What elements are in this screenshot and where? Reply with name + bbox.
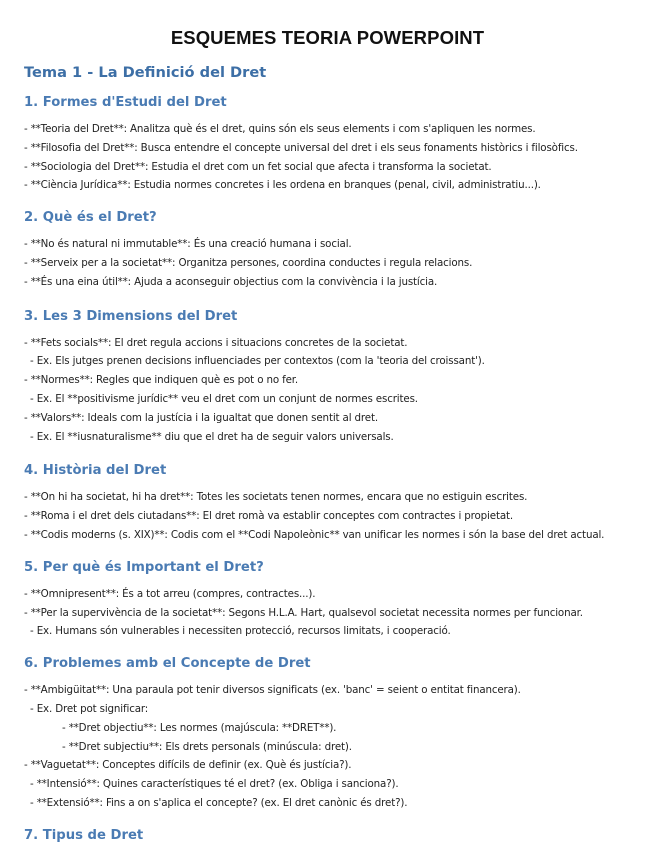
sub-bullet-item: - Ex. Dret pot significar: bbox=[30, 702, 149, 715]
section-1 bbox=[24, 94, 631, 195]
document-title: ESQUEMES TEORIA POWERPOINT bbox=[170, 27, 485, 48]
section-heading: 2. Què és el Dret? bbox=[24, 210, 157, 226]
section-3 bbox=[24, 308, 631, 447]
bullet-item: - **Serveix per a la societat**: Organitza persones, coordina conductes i regula relacions. bbox=[24, 256, 473, 269]
bullet-item: - **Codis moderns (s. XIX)**: Codis com el **Codi Napoleònic** van unificar les normes i són la base del dret actual. bbox=[24, 528, 605, 541]
bullet-item: - **Fets socials**: El dret regula accions i situacions concretes de la societat. bbox=[24, 336, 408, 349]
topic-heading: Tema 1 - La Definició del Dret bbox=[24, 64, 267, 81]
sub-bullet-item: - Ex. Els jutges prenen decisions influenciades per contextos (com la 'teoria del croissant'). bbox=[30, 355, 485, 368]
bullet-item: - **Filosofia del Dret**: Busca entendre el concepte universal del dret i els seus fonaments històrics i filosòfics. bbox=[24, 141, 578, 154]
bullet-item: - **Ciència Jurídica**: Estudia normes concretes i les ordena en branques (penal, civil, administratiu...). bbox=[24, 179, 541, 192]
section-items bbox=[24, 488, 631, 544]
sections-container bbox=[24, 94, 631, 844]
section-5 bbox=[24, 559, 631, 641]
sub-bullet-item: - Ex. Humans són vulnerables i necessiten protecció, recursos limitats, i cooperació. bbox=[30, 625, 451, 638]
section-heading: 7. Tipus de Dret bbox=[24, 827, 144, 843]
section-6 bbox=[24, 655, 631, 813]
bullet-item: - **Omnipresent**: És a tot arreu (compres, contractes...). bbox=[24, 587, 316, 600]
bullet-item: - **Roma i el dret dels ciutadans**: El dret romà va establir conceptes com contractes i propietat. bbox=[24, 510, 514, 523]
bullet-item: - **És una eina útil**: Ajuda a aconseguir objectius com la convivència i la justícia. bbox=[24, 275, 438, 288]
section-heading: 4. Història del Dret bbox=[24, 463, 167, 479]
section-heading: 3. Les 3 Dimensions del Dret bbox=[24, 308, 238, 324]
bullet-item: - **Valors**: Ideals com la justícia i la igualtat que donen sentit al dret. bbox=[24, 411, 378, 424]
section-items bbox=[24, 235, 631, 291]
section-heading: 1. Formes d'Estudi del Dret bbox=[24, 95, 227, 110]
bullet-item: - **No és natural ni immutable**: És una creació humana i social. bbox=[24, 238, 352, 251]
bullet-item: - **Per la supervivència de la societat**: Segons H.L.A. Hart, qualsevol societat necessita normes per funcionar. bbox=[24, 606, 583, 619]
section-4 bbox=[24, 462, 631, 544]
section-items bbox=[24, 681, 631, 813]
section-items bbox=[24, 120, 631, 195]
bullet-item: - **Sociologia del Dret**: Estudia el dret com un fet social que afecta i transforma la societat. bbox=[24, 160, 492, 173]
sub-sub-bullet-item: - **Dret subjectiu**: Els drets personals (minúscula: dret). bbox=[62, 740, 352, 753]
sub-bullet-item: - Ex. El **positivisme jurídic** veu el dret com un conjunt de normes escrites. bbox=[30, 392, 418, 405]
bullet-item: - **Ambigüitat**: Una paraula pot tenir diversos significats (ex. 'banc' = seient o entitat financera). bbox=[24, 684, 521, 697]
sub-sub-bullet-item: - **Dret objectiu**: Les normes (majúscula: **DRET**). bbox=[62, 721, 337, 734]
bullet-item: - **Teoria del Dret**: Analitza què és el dret, quins són els seus elements i com s'apliquen les normes. bbox=[24, 123, 536, 135]
section-2 bbox=[24, 209, 631, 291]
bullet-item: - **Normes**: Regles que indiquen què es pot o no fer. bbox=[24, 374, 299, 387]
sub-bullet-item: - **Extensió**: Fins a on s'aplica el concepte? (ex. El dret canònic és dret?). bbox=[30, 796, 408, 809]
section-heading: 6. Problemes amb el Concepte de Dret bbox=[24, 656, 311, 672]
bullet-item: - **Vaguetat**: Conceptes difícils de definir (ex. Què és justícia?). bbox=[24, 759, 352, 772]
sub-bullet-item: - **Intensió**: Quines característiques té el dret? (ex. Obliga i sanciona?). bbox=[30, 778, 399, 791]
bullet-item: - **On hi ha societat, hi ha dret**: Totes les societats tenen normes, encara que no estiguin escrites. bbox=[24, 491, 528, 504]
section-items bbox=[24, 334, 631, 447]
section-heading: 5. Per què és Important el Dret? bbox=[24, 559, 264, 575]
sub-bullet-item: - Ex. El **iusnaturalisme** diu que el dret ha de seguir valors universals. bbox=[30, 430, 394, 443]
section-7 bbox=[24, 827, 631, 844]
section-items bbox=[24, 585, 631, 641]
